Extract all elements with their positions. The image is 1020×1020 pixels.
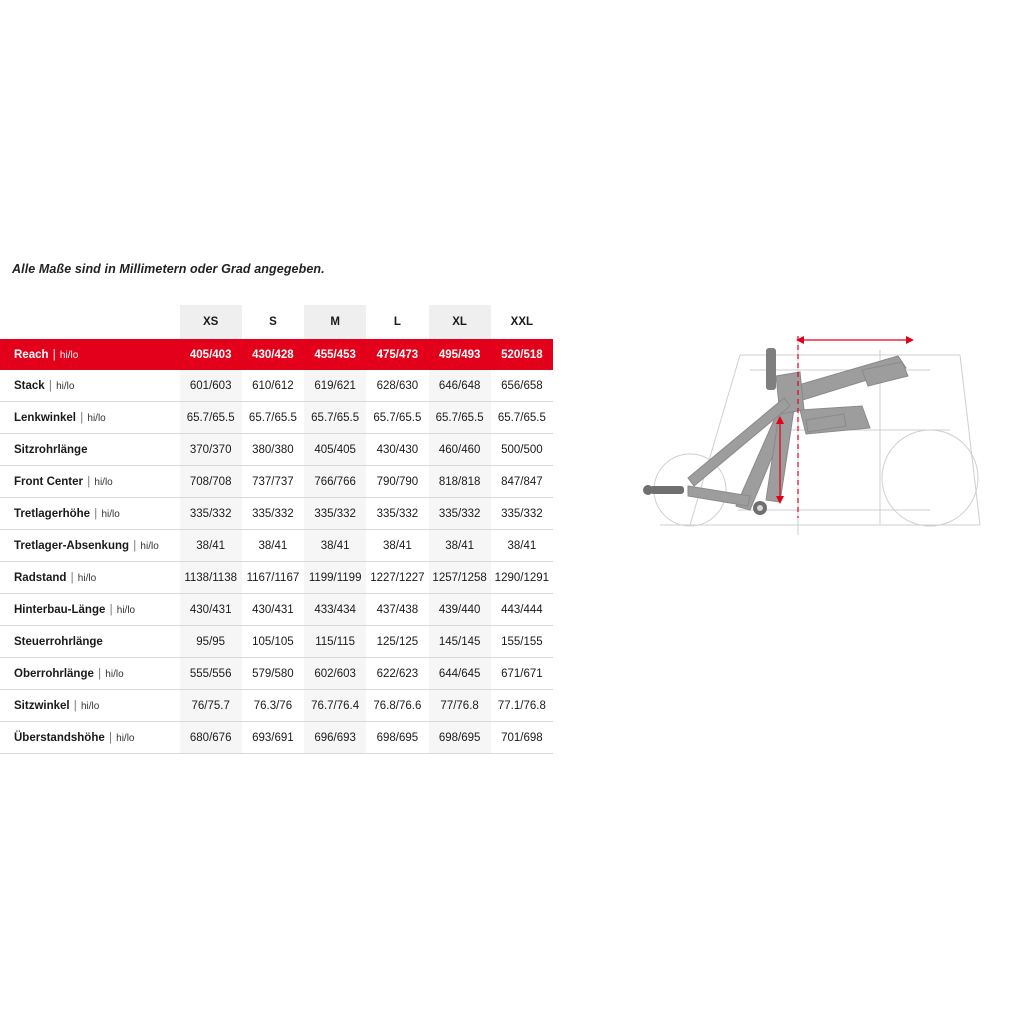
table-cell: 65.7/65.5 xyxy=(491,402,553,434)
row-label-separator: | xyxy=(70,699,80,712)
table-cell: 698/695 xyxy=(366,722,428,754)
geometry-table xyxy=(0,305,553,754)
table-cell: 38/41 xyxy=(304,530,366,562)
table-cell: 622/623 xyxy=(366,658,428,690)
table-cell: 430/431 xyxy=(242,594,304,626)
size-header-xs: XS xyxy=(180,305,242,339)
table-cell: 65.7/65.5 xyxy=(180,402,242,434)
row-label xyxy=(0,530,180,562)
table-cell: 680/676 xyxy=(180,722,242,754)
row-label-text: Tretlager-Absenkung xyxy=(14,539,130,552)
table-cell: 125/125 xyxy=(366,626,428,658)
table-cell: 430/428 xyxy=(242,339,304,370)
table-cell: 1199/1199 xyxy=(304,562,366,594)
table-row xyxy=(0,498,553,530)
size-header-xl: XL xyxy=(429,305,491,339)
units-note: Alle Maße sind in Millimetern oder Grad angegeben. xyxy=(12,262,325,276)
row-label-separator: | xyxy=(45,379,56,392)
table-cell: 439/440 xyxy=(429,594,491,626)
table-cell: 76.3/76 xyxy=(242,690,304,722)
row-label xyxy=(0,626,180,658)
table-cell: 601/603 xyxy=(180,370,242,402)
table-cell: 671/671 xyxy=(491,658,553,690)
table-cell: 701/698 xyxy=(491,722,553,754)
row-label-text: Lenkwinkel xyxy=(14,411,76,424)
table-cell: 656/658 xyxy=(491,370,553,402)
table-cell: 437/438 xyxy=(366,594,428,626)
row-label xyxy=(0,690,180,722)
table-cell: 76.8/76.6 xyxy=(366,690,428,722)
table-row xyxy=(0,626,553,658)
table-cell: 405/403 xyxy=(180,339,242,370)
row-label xyxy=(0,466,180,498)
row-label-text: Überstandshöhe xyxy=(14,731,105,744)
table-cell: 430/430 xyxy=(366,434,428,466)
table-cell: 646/648 xyxy=(429,370,491,402)
table-cell: 1257/1258 xyxy=(429,562,491,594)
row-sublabel: hi/lo xyxy=(116,732,135,744)
table-corner-cell xyxy=(0,305,180,339)
row-label-separator: | xyxy=(105,731,116,744)
row-label xyxy=(0,658,180,690)
table-cell: 818/818 xyxy=(429,466,491,498)
table-cell: 38/41 xyxy=(491,530,553,562)
table-cell: 1138/1138 xyxy=(180,562,242,594)
table-row xyxy=(0,402,553,434)
row-label-text: Front Center xyxy=(14,475,83,488)
row-sublabel: hi/lo xyxy=(105,668,124,680)
row-label-text: Reach xyxy=(14,348,49,361)
row-label-text: Radstand xyxy=(14,571,67,584)
table-cell: 380/380 xyxy=(242,434,304,466)
table-cell: 38/41 xyxy=(242,530,304,562)
table-cell: 77/76.8 xyxy=(429,690,491,722)
table-cell: 602/603 xyxy=(304,658,366,690)
row-label xyxy=(0,339,180,370)
row-label xyxy=(0,594,180,626)
table-cell: 579/580 xyxy=(242,658,304,690)
table-cell: 766/766 xyxy=(304,466,366,498)
table-cell: 693/691 xyxy=(242,722,304,754)
row-label-separator: | xyxy=(94,667,105,680)
table-cell: 790/790 xyxy=(366,466,428,498)
table-cell: 65.7/65.5 xyxy=(304,402,366,434)
row-label xyxy=(0,402,180,434)
guide-lines xyxy=(654,340,980,535)
table-cell: 65.7/65.5 xyxy=(366,402,428,434)
row-label xyxy=(0,498,180,530)
row-label-separator: | xyxy=(106,603,116,616)
table-cell: 1227/1227 xyxy=(366,562,428,594)
bottom-bracket xyxy=(753,501,767,515)
table-cell: 335/332 xyxy=(429,498,491,530)
table-cell: 475/473 xyxy=(366,339,428,370)
table-cell: 1290/1291 xyxy=(491,562,553,594)
row-sublabel: hi/lo xyxy=(56,380,75,392)
table-cell: 619/621 xyxy=(304,370,366,402)
table-cell: 555/556 xyxy=(180,658,242,690)
row-label-separator: | xyxy=(130,539,140,552)
bike-frame-geometry-diagram xyxy=(630,310,1010,560)
table-row xyxy=(0,722,553,754)
table-cell: 708/708 xyxy=(180,466,242,498)
row-label-separator: | xyxy=(77,411,87,424)
table-cell: 335/332 xyxy=(366,498,428,530)
rear-hub xyxy=(643,485,684,495)
row-label-separator: | xyxy=(49,348,59,361)
table-row xyxy=(0,562,553,594)
table-cell: 443/444 xyxy=(491,594,553,626)
table-cell: 38/41 xyxy=(180,530,242,562)
table-cell: 405/405 xyxy=(304,434,366,466)
table-cell: 65.7/65.5 xyxy=(429,402,491,434)
table-cell: 155/155 xyxy=(491,626,553,658)
row-label-text: Hinterbau-Länge xyxy=(14,603,106,616)
table-cell: 847/847 xyxy=(491,466,553,498)
table-cell: 433/434 xyxy=(304,594,366,626)
size-header-xxl: XXL xyxy=(491,305,553,339)
table-header-row xyxy=(0,305,553,339)
row-sublabel: hi/lo xyxy=(94,476,113,488)
table-cell: 370/370 xyxy=(180,434,242,466)
seatpost xyxy=(766,348,776,390)
table-cell: 145/145 xyxy=(429,626,491,658)
row-label xyxy=(0,562,180,594)
table-cell: 105/105 xyxy=(242,626,304,658)
table-cell: 737/737 xyxy=(242,466,304,498)
row-label-text: Oberrohrlänge xyxy=(14,667,94,680)
table-cell: 430/431 xyxy=(180,594,242,626)
table-cell: 95/95 xyxy=(180,626,242,658)
table-cell: 77.1/76.8 xyxy=(491,690,553,722)
table-cell: 698/695 xyxy=(429,722,491,754)
table-cell: 610/612 xyxy=(242,370,304,402)
row-label xyxy=(0,722,180,754)
row-sublabel: hi/lo xyxy=(59,349,79,361)
table-cell: 500/500 xyxy=(491,434,553,466)
table-cell: 335/332 xyxy=(180,498,242,530)
row-sublabel: hi/lo xyxy=(81,700,100,712)
table-cell: 644/645 xyxy=(429,658,491,690)
table-row xyxy=(0,434,553,466)
row-label-text: Sitzrohrlänge xyxy=(14,443,88,456)
table-cell: 335/332 xyxy=(304,498,366,530)
row-label-text: Sitzwinkel xyxy=(14,699,70,712)
row-sublabel: hi/lo xyxy=(87,412,106,424)
table-cell: 335/332 xyxy=(491,498,553,530)
row-label xyxy=(0,434,180,466)
table-cell: 628/630 xyxy=(366,370,428,402)
table-row xyxy=(0,690,553,722)
row-sublabel: hi/lo xyxy=(101,508,120,520)
size-header-m: M xyxy=(304,305,366,339)
size-header-s: S xyxy=(242,305,304,339)
row-label-separator: | xyxy=(91,507,101,520)
row-label xyxy=(0,370,180,402)
table-row xyxy=(0,594,553,626)
geometry-table-body xyxy=(0,339,553,754)
table-row xyxy=(0,658,553,690)
table-cell: 38/41 xyxy=(429,530,491,562)
row-label-text: Stack xyxy=(14,379,45,392)
row-label-separator: | xyxy=(67,571,77,584)
row-label-text: Steuerrohrlänge xyxy=(14,635,103,648)
frame-drawing xyxy=(630,310,1010,560)
row-sublabel: hi/lo xyxy=(77,572,97,584)
table-cell: 76.7/76.4 xyxy=(304,690,366,722)
table-cell: 455/453 xyxy=(304,339,366,370)
table-row xyxy=(0,339,553,370)
table-cell: 335/332 xyxy=(242,498,304,530)
table-cell: 76/75.7 xyxy=(180,690,242,722)
table-cell: 520/518 xyxy=(491,339,553,370)
size-header-l: L xyxy=(366,305,428,339)
row-label-text: Tretlagerhöhe xyxy=(14,507,91,520)
table-cell: 696/693 xyxy=(304,722,366,754)
table-cell: 65.7/65.5 xyxy=(242,402,304,434)
row-sublabel: hi/lo xyxy=(116,604,136,616)
table-cell: 38/41 xyxy=(366,530,428,562)
row-label-separator: | xyxy=(84,475,94,488)
table-cell: 115/115 xyxy=(304,626,366,658)
table-row xyxy=(0,370,553,402)
table-cell: 495/493 xyxy=(429,339,491,370)
table-cell: 460/460 xyxy=(429,434,491,466)
row-sublabel: hi/lo xyxy=(140,540,159,552)
table-row xyxy=(0,530,553,562)
table-cell: 1167/1167 xyxy=(242,562,304,594)
table-row xyxy=(0,466,553,498)
